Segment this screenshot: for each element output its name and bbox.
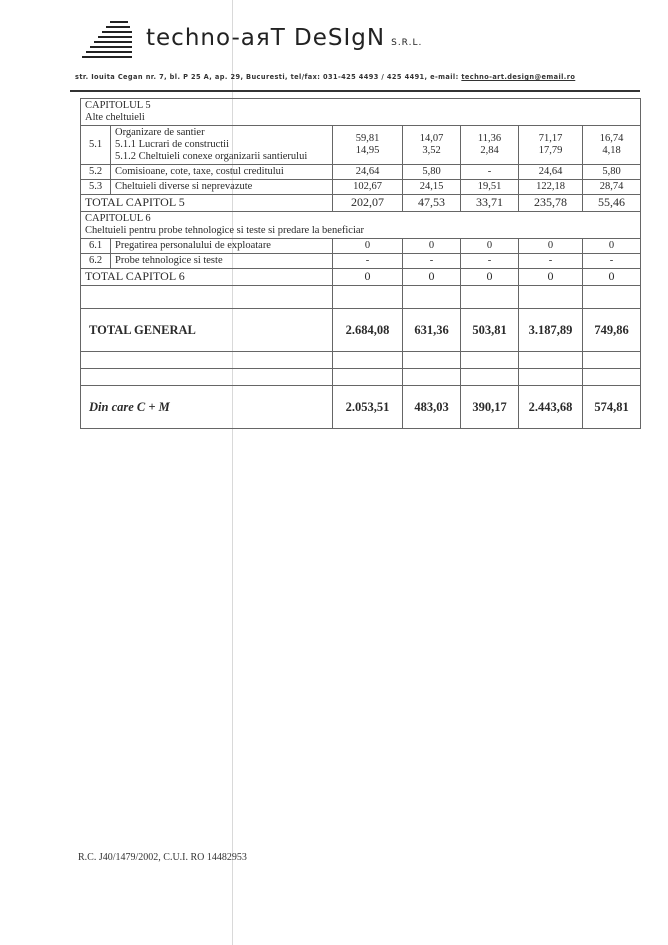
value-cell: 0 [461, 239, 519, 254]
value-cell: - [333, 254, 403, 269]
value-cell: 0 [403, 239, 461, 254]
value-cell: - [403, 254, 461, 269]
value-cell: 0 [583, 239, 641, 254]
desc-sub-a: 5.1.1 Lucrari de constructii [115, 139, 230, 151]
table-row [81, 180, 641, 195]
value-cell: 631,36 [403, 309, 461, 352]
din-care-row [81, 386, 641, 429]
chapter6-header-row [81, 212, 641, 239]
value-cell: - [461, 165, 519, 180]
desc-sub-b: 5.1.2 Cheltuieli conexe organizarii santierului [115, 151, 308, 163]
value-cell: 0 [333, 269, 403, 286]
spacer-row [81, 286, 641, 309]
value-cell: 102,67 [333, 180, 403, 195]
value-cell: 0 [583, 269, 641, 286]
value-cell: 5,80 [583, 165, 641, 180]
row-description: Probe tehnologice si teste [111, 254, 333, 269]
value-cell: 0 [519, 269, 583, 286]
value-cell: 202,07 [333, 195, 403, 212]
value-cell: 0 [333, 239, 403, 254]
chapter5-header-row [81, 99, 641, 126]
row-description: Cheltuieli diverse si neprevazute [111, 180, 333, 195]
chapter6-total-row [81, 269, 641, 286]
value-cell: 0 [461, 269, 519, 286]
value-cell: 2.684,08 [333, 309, 403, 352]
value-cell: 574,81 [583, 386, 641, 429]
chapter5-subtitle: Alte cheltuieli [85, 112, 145, 124]
value-cell: 11,36 2,84 [461, 126, 519, 165]
total-general-row [81, 309, 641, 352]
chapter6-subtitle: Cheltuieli pentru probe tehnologice si teste si predare la beneficiar [85, 225, 365, 237]
chapter6-title: CAPITOLUL 6 [85, 213, 151, 225]
registration-footer: R.C. J40/1479/2002, C.U.I. RO 14482953 [78, 852, 247, 863]
value-cell: 28,74 [583, 180, 641, 195]
value-cell: 16,74 4,18 [583, 126, 641, 165]
value-cell: 71,17 17,79 [519, 126, 583, 165]
value-cell: 14,07 3,52 [403, 126, 461, 165]
value-cell: 3.187,89 [519, 309, 583, 352]
value-cell: 0 [403, 269, 461, 286]
value-cell: 59,81 14,95 [333, 126, 403, 165]
email-link[interactable]: techno-art.design@email.ro [461, 73, 576, 81]
value-cell: - [461, 254, 519, 269]
table-row [81, 165, 641, 180]
value-cell: 0 [519, 239, 583, 254]
row-description [111, 126, 333, 165]
header-divider [70, 90, 640, 92]
value-cell: 24,64 [519, 165, 583, 180]
value-cell: 483,03 [403, 386, 461, 429]
chapter5-total-row [81, 195, 641, 212]
table-row [81, 254, 641, 269]
company-logo-icon [80, 20, 134, 62]
value-cell: 749,86 [583, 309, 641, 352]
value-cell: 24,64 [333, 165, 403, 180]
value-cell: 33,71 [461, 195, 519, 212]
spacer-row [81, 352, 641, 369]
table-row [81, 126, 641, 165]
row-code: 6.2 [81, 254, 111, 269]
value-cell: - [519, 254, 583, 269]
row-code: 6.1 [81, 239, 111, 254]
value-cell: - [583, 254, 641, 269]
total-label: TOTAL CAPITOL 6 [81, 269, 333, 286]
company-suffix: S.R.L. [391, 38, 423, 48]
value-cell: 24,15 [403, 180, 461, 195]
value-cell: 19,51 [461, 180, 519, 195]
total-general-label: TOTAL GENERAL [81, 309, 333, 352]
row-code: 5.1 [81, 126, 111, 165]
value-cell: 390,17 [461, 386, 519, 429]
value-cell: 47,53 [403, 195, 461, 212]
total-label: TOTAL CAPITOL 5 [81, 195, 333, 212]
value-cell: 55,46 [583, 195, 641, 212]
desc-head: Organizare de santier [115, 127, 205, 139]
value-cell: 5,80 [403, 165, 461, 180]
value-cell: 122,18 [519, 180, 583, 195]
company-name: techno-aяT DeSIgN S.R.L. [146, 25, 423, 51]
value-cell: 235,78 [519, 195, 583, 212]
chapter5-title: CAPITOLUL 5 [85, 100, 151, 111]
company-address: str. Iouita Cegan nr. 7, bl. P 25 A, ap. 29, Bucuresti, tel/fax: 031-425 4493 / 425 4491, e-mail: techno-art.design@email.ro [75, 73, 576, 81]
din-care-label: Din care C + M [81, 386, 333, 429]
value-cell: 503,81 [461, 309, 519, 352]
table-row [81, 239, 641, 254]
value-cell: 2.443,68 [519, 386, 583, 429]
row-code: 5.2 [81, 165, 111, 180]
row-description: Pregatirea personalului de exploatare [111, 239, 333, 254]
value-cell: 2.053,51 [333, 386, 403, 429]
row-description: Comisioane, cote, taxe, costul creditului [111, 165, 333, 180]
row-code: 5.3 [81, 180, 111, 195]
spacer-row [81, 369, 641, 386]
cost-table [80, 98, 641, 429]
